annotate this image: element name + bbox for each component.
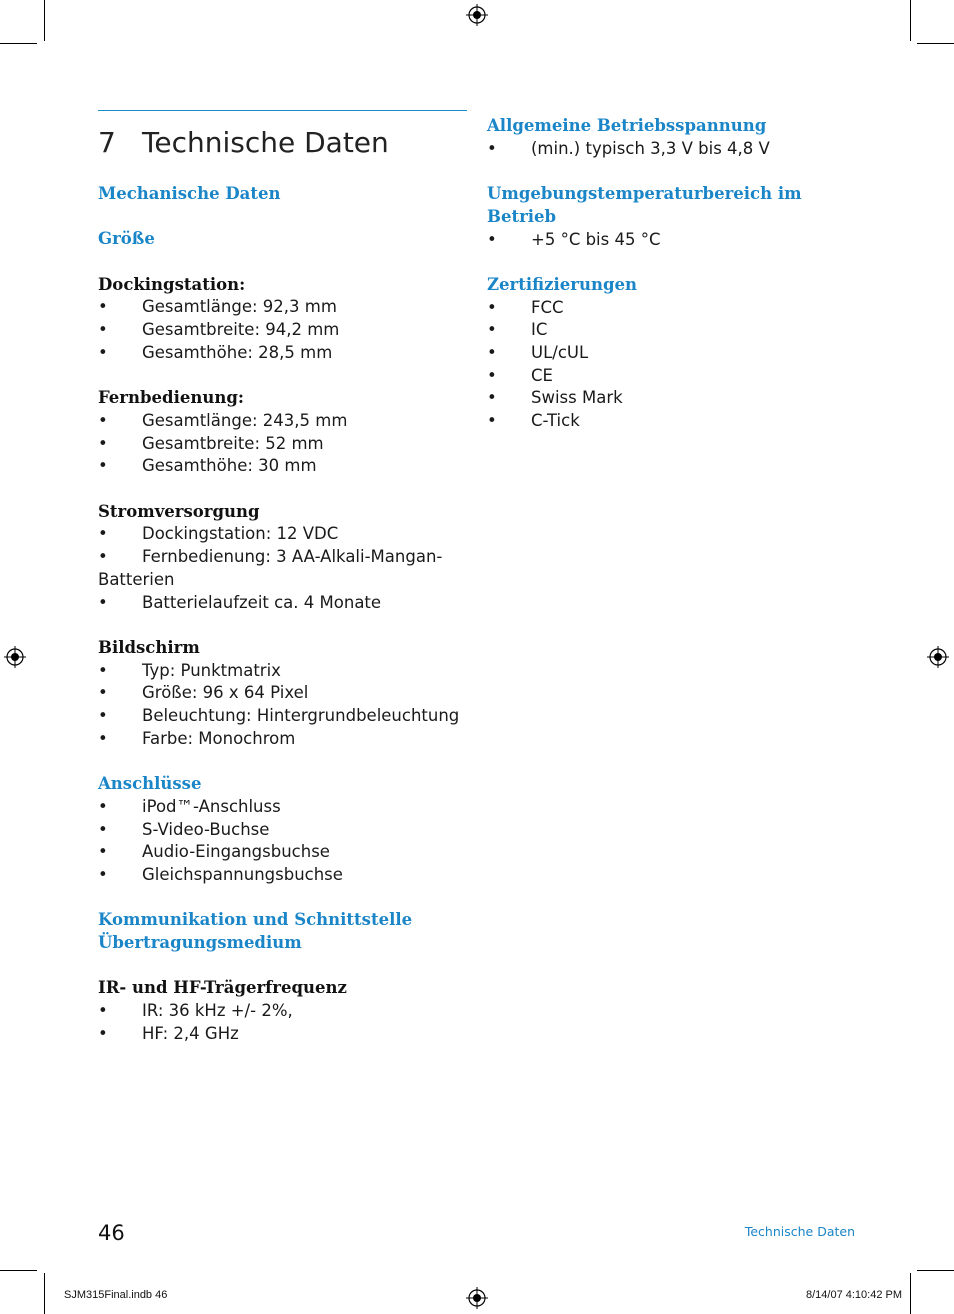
- crop-mark: [910, 0, 911, 41]
- registration-mark-icon: [927, 646, 949, 668]
- section-heading: Zertifizierungen: [487, 274, 637, 294]
- list-item: • Gesamthöhe: 28,5 mm: [98, 342, 333, 362]
- slug-file-info: SJM315Final.indb 46: [64, 1289, 168, 1301]
- section-heading: Kommunikation und Schnittstelle: [98, 910, 413, 930]
- list-item: • UL/cUL: [487, 343, 589, 362]
- footer-section-label: Technische Daten: [744, 1224, 855, 1239]
- section-heading: Allgemeine Betriebsspannung: [487, 116, 767, 135]
- list-item: • Dockingstation: 12 VDC: [98, 524, 339, 544]
- list-item: • Gesamtlänge: 243,5 mm: [98, 410, 348, 430]
- subsection-heading: Stromversorgung: [98, 501, 260, 521]
- list-item: • Farbe: Monochrom: [98, 728, 296, 748]
- list-item: • Audio-Eingangsbuchse: [98, 842, 330, 862]
- left-column: [98, 183, 468, 1046]
- subsection-heading: Bildschirm: [98, 637, 200, 657]
- chapter-title: Technische Daten: [142, 126, 389, 159]
- registration-mark-icon: [466, 1287, 488, 1309]
- subsection-heading: Dockingstation:: [98, 274, 246, 294]
- list-item: • CE: [487, 365, 553, 385]
- chapter-number: 7: [98, 126, 116, 159]
- list-item: • S-Video-Buchse: [98, 819, 270, 839]
- right-column: [487, 115, 857, 433]
- page-number: 46: [98, 1221, 125, 1245]
- page-title: [98, 126, 389, 159]
- list-item: • iPod™-Anschluss: [98, 796, 281, 816]
- list-item: • (min.) typisch 3,3 V bis 4,8 V: [487, 138, 770, 158]
- header-rule: [98, 110, 467, 111]
- section-heading: Mechanische Daten: [98, 184, 281, 203]
- crop-mark: [0, 1270, 37, 1271]
- list-item: • Gesamtbreite: 94,2 mm: [98, 320, 340, 340]
- list-item: • Größe: 96 x 64 Pixel: [98, 683, 309, 703]
- section-heading: Umgebungstemperaturbereich im Betrieb: [487, 184, 802, 226]
- subsection-heading: IR- und HF-Trägerfrequenz: [98, 978, 347, 998]
- section-heading: Anschlüsse: [98, 774, 202, 794]
- registration-mark-icon: [4, 646, 26, 668]
- list-item: • FCC: [487, 297, 564, 317]
- crop-mark: [44, 0, 45, 41]
- list-item-continuation: Batterien: [98, 569, 175, 589]
- list-item: • Gesamthöhe: 30 mm: [98, 456, 317, 476]
- registration-mark-icon: [466, 4, 488, 26]
- crop-mark: [910, 1273, 911, 1314]
- crop-mark: [917, 43, 954, 44]
- list-item: • +5 °C bis 45 °C: [487, 229, 661, 249]
- list-item: • IR: 36 kHz +/- 2%,: [98, 1001, 293, 1021]
- list-item: • Gleichspannungsbuchse: [98, 865, 343, 884]
- list-item: • Gesamtbreite: 52 mm: [98, 433, 324, 453]
- list-item: • HF: 2,4 GHz: [98, 1023, 239, 1043]
- section-heading: Übertragungsmedium: [98, 933, 302, 953]
- list-item: • Fernbedienung: 3 AA-Alkali-Mangan-: [98, 547, 443, 567]
- list-item: • C-Tick: [487, 411, 580, 431]
- list-item: • Gesamtlänge: 92,3 mm: [98, 297, 337, 317]
- crop-mark: [44, 1273, 45, 1314]
- crop-mark: [917, 1270, 954, 1271]
- list-item: • Beleuchtung: Hintergrundbeleuchtung: [98, 706, 460, 726]
- list-item: • Swiss Mark: [487, 388, 623, 408]
- list-item: • Typ: Punktmatrix: [98, 660, 281, 680]
- slug-date-info: 8/14/07 4:10:42 PM: [805, 1289, 902, 1301]
- crop-mark: [0, 43, 37, 44]
- list-item: • IC: [487, 320, 548, 340]
- list-item: • Batterielaufzeit ca. 4 Monate: [98, 592, 382, 612]
- section-heading: Größe: [98, 229, 155, 249]
- subsection-heading: Fernbedienung:: [98, 388, 244, 408]
